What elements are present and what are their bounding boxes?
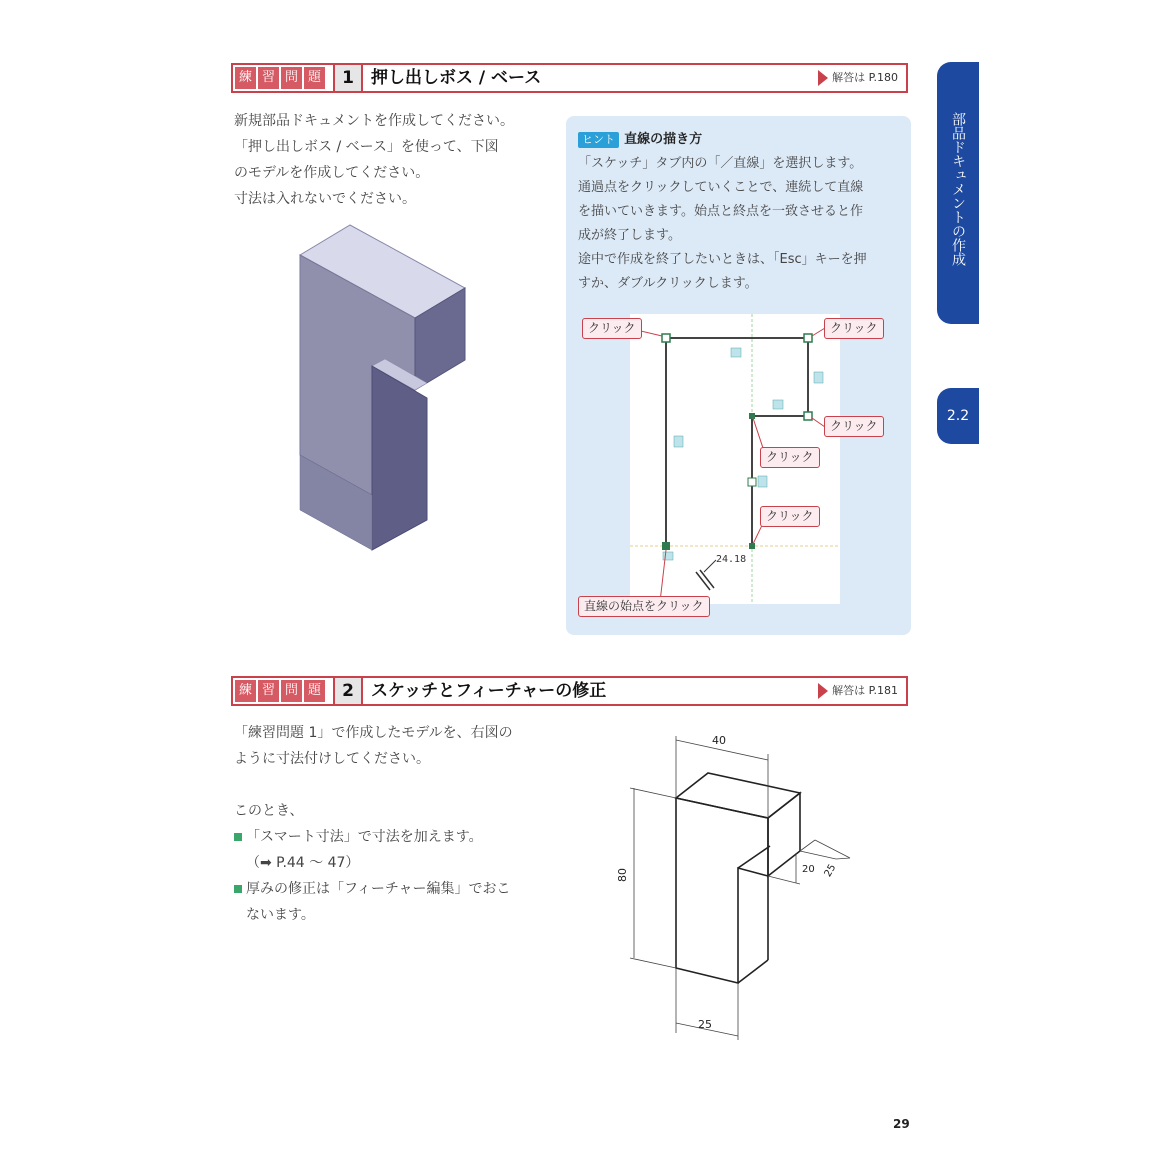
instruction-line: のモデルを作成してください。: [234, 165, 430, 181]
bullet-text: 「スマート寸法」で寸法を加えます。: [246, 829, 483, 845]
hint-tag: ヒント: [578, 132, 619, 148]
hint-line: 途中で作成を終了したいときは、「Esc」キーを押: [578, 252, 867, 267]
callout-click-bottom: クリック: [760, 506, 820, 527]
section-number-tab: 2.2: [937, 388, 979, 444]
sketch-point: [804, 412, 812, 420]
exercise2-number: 2: [333, 678, 363, 704]
dimensioned-drawing: [610, 728, 870, 1048]
arrow-icon: [818, 70, 828, 86]
hint-line: すか、ダブルクリックします。: [578, 276, 758, 291]
instruction-line: 寸法は入れないでください。: [234, 191, 416, 207]
dim-bottom-width: 25: [698, 1018, 712, 1031]
tag-char: 習: [258, 67, 279, 89]
note-intro: このとき、: [234, 803, 304, 819]
bullet-icon: [234, 885, 242, 893]
exercise1-header: [231, 63, 908, 93]
exercise1-number: 1: [333, 65, 363, 91]
tag-char: 練: [235, 680, 256, 702]
answer-text: 解答は P.181: [832, 684, 898, 697]
bullet-line: [234, 824, 513, 850]
drawing-outline: [676, 773, 800, 983]
sketch-point: [749, 413, 755, 419]
tag-char: 問: [281, 680, 302, 702]
page-number: 29: [893, 1117, 910, 1131]
dim-width: 40: [712, 734, 726, 747]
instruction-line: ように寸法付けしてください。: [234, 751, 430, 767]
exercise2-tag: [235, 680, 325, 702]
vertical-relation-icon: [674, 436, 683, 447]
exercise2-title: スケッチとフィーチャーの修正: [371, 681, 607, 701]
dim-height: 80: [616, 868, 629, 882]
answer-text: 解答は P.180: [832, 71, 898, 84]
exercise1-instructions: [234, 108, 514, 212]
callout-click-inner-corner: クリック: [760, 447, 820, 468]
exercise2-answer-ref: [818, 678, 898, 704]
tag-char: 練: [235, 67, 256, 89]
sketch-point: [749, 543, 755, 549]
horizontal-relation-icon: [731, 348, 741, 357]
callout-start-point: 直線の始点をクリック: [578, 596, 710, 617]
dim-step: 20: [802, 864, 815, 875]
bullet-icon: [234, 833, 242, 841]
model-right-lower-face: [372, 366, 427, 550]
bullet-text: 厚みの修正は「フィーチャー編集」でおこ: [246, 881, 511, 897]
vertical-relation-icon: [814, 372, 823, 383]
instruction-line: 「練習問題 1」で作成したモデルを、右図の: [234, 725, 513, 741]
bullet-line: [234, 876, 513, 902]
exercise2-instructions: [234, 720, 513, 928]
callout-click-right-step: クリック: [824, 416, 884, 437]
sketch-point: [662, 542, 670, 550]
exercise2-header: [231, 676, 908, 706]
arrow-icon: [818, 683, 828, 699]
callout-click-top-left: クリック: [582, 318, 642, 339]
vertical-relation-icon: [758, 476, 767, 487]
hint-line: 通過点をクリックしていくことで、連続して直線: [578, 180, 864, 195]
exercise1-title: 押し出しボス / ベース: [371, 68, 542, 88]
hint-line: を描いていきます。始点と終点を一致させると作: [578, 204, 863, 219]
hint-box: [566, 116, 911, 635]
instruction-line: 新規部品ドキュメントを作成してください。: [234, 113, 514, 129]
hint-line: 「スケッチ」タブ内の「／直線」を選択します。: [578, 156, 863, 171]
dimension-lines: [630, 736, 850, 1040]
sketch-point: [748, 478, 756, 486]
tag-char: 題: [304, 67, 325, 89]
tag-char: 習: [258, 680, 279, 702]
chapter-title: 部品ドキュメントの作成: [950, 112, 966, 266]
chapter-side-tab: [937, 62, 979, 324]
exercise1-tag: [235, 67, 325, 89]
sketch-point: [804, 334, 812, 342]
hint-header: [578, 128, 702, 148]
tag-char: 問: [281, 67, 302, 89]
model-3d-illustration: [290, 220, 490, 560]
length-readout: 24.18: [716, 554, 747, 565]
instruction-line: 「押し出しボス / ベース」を使って、下図: [234, 139, 499, 155]
tag-char: 題: [304, 680, 325, 702]
dim-depth: 25: [822, 862, 839, 879]
page-ref-line: （➡ P.44 ～ 47）: [246, 855, 360, 871]
horizontal-relation-icon: [773, 400, 783, 409]
spacer: [234, 772, 513, 798]
callout-click-top-right: クリック: [824, 318, 884, 339]
sketch-point: [662, 334, 670, 342]
exercise1-answer-ref: [818, 65, 898, 91]
hint-line: 成が終了します。: [578, 228, 681, 243]
bullet-continued: ないます。: [246, 907, 315, 923]
hint-title: 直線の描き方: [624, 132, 703, 147]
hint-body: [578, 152, 867, 296]
